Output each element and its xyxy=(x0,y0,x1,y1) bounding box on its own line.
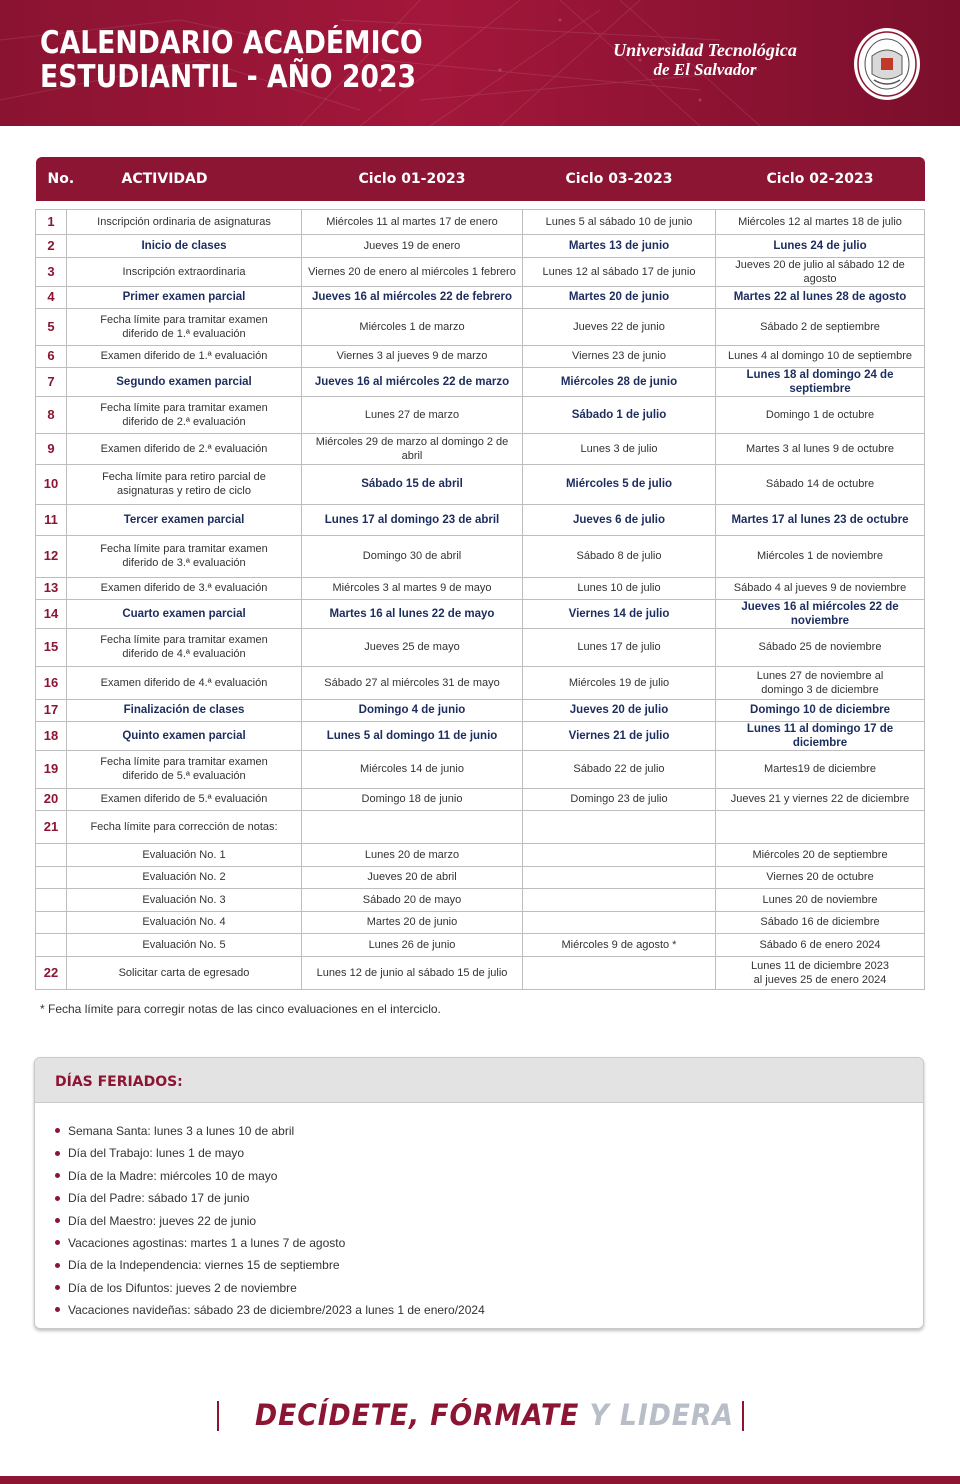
row-activity: Examen diferido de 3.ª evaluación xyxy=(67,577,302,599)
table-row xyxy=(36,956,925,989)
row-cycle-02: Lunes 27 de noviembre al domingo 3 de diciembre xyxy=(716,666,925,699)
row-cycle-01: Domingo 30 de abril xyxy=(302,535,523,577)
row-cycle-03: Jueves 20 de julio xyxy=(523,699,716,721)
title-line-1: CALENDARIO ACADÉMICO xyxy=(40,25,423,61)
row-activity: Primer examen parcial xyxy=(67,286,302,308)
row-cycle-03: Miércoles 9 de agosto * xyxy=(523,933,716,956)
row-cycle-03: Sábado 22 de julio xyxy=(523,750,716,788)
bullet-icon xyxy=(55,1196,60,1201)
row-cycle-02: Domingo 1 de octubre xyxy=(716,396,925,433)
row-activity: Inscripción extraordinaria xyxy=(67,257,302,286)
row-cycle-03 xyxy=(523,843,716,866)
row-number: 9 xyxy=(36,433,67,464)
row-cycle-01: Lunes 5 al domingo 11 de junio xyxy=(302,721,523,750)
university-name xyxy=(560,40,850,80)
row-cycle-03: Lunes 5 al sábado 10 de junio xyxy=(523,209,716,234)
row-activity: Examen diferido de 1.ª evaluación xyxy=(67,345,302,367)
bullet-icon xyxy=(55,1285,60,1290)
row-number: 20 xyxy=(36,788,67,810)
bullet-icon xyxy=(55,1240,60,1245)
list-item xyxy=(55,1232,485,1254)
page-header xyxy=(0,0,960,126)
university-seal-icon xyxy=(852,26,922,102)
list-item xyxy=(55,1299,485,1321)
row-cycle-01: Miércoles 11 al martes 17 de enero xyxy=(302,209,523,234)
holiday-text: Día de la Independencia: viernes 15 de septiembre xyxy=(68,1258,340,1273)
row-number: 13 xyxy=(36,577,67,599)
row-number: 11 xyxy=(36,504,67,535)
row-cycle-01: Jueves 19 de enero xyxy=(302,234,523,257)
row-activity: Evaluación No. 3 xyxy=(67,888,302,911)
row-cycle-01: Sábado 15 de abril xyxy=(302,464,523,504)
row-activity: Fecha límite para tramitar examen diferido de 2.ª evaluación xyxy=(67,396,302,433)
row-cycle-01: Martes 16 al lunes 22 de mayo xyxy=(302,599,523,628)
table-row xyxy=(36,345,925,367)
row-cycle-01: Miércoles 29 de marzo al domingo 2 de abril xyxy=(302,433,523,464)
row-cycle-03: Domingo 23 de julio xyxy=(523,788,716,810)
row-cycle-01: Domingo 4 de junio xyxy=(302,699,523,721)
table-header-row xyxy=(36,157,925,201)
holidays-panel xyxy=(34,1057,924,1329)
row-number: 18 xyxy=(36,721,67,750)
row-number: 1 xyxy=(36,209,67,234)
table-row xyxy=(36,599,925,628)
row-cycle-02: Sábado 16 de diciembre xyxy=(716,911,925,933)
row-cycle-02: Martes 22 al lunes 28 de agosto xyxy=(716,286,925,308)
row-activity: Examen diferido de 5.ª evaluación xyxy=(67,788,302,810)
row-activity: Inscripción ordinaria de asignaturas xyxy=(67,209,302,234)
table-row xyxy=(36,535,925,577)
university-line-2: de El Salvador xyxy=(653,60,757,79)
row-activity: Evaluación No. 5 xyxy=(67,933,302,956)
row-cycle-02: Lunes 11 al domingo 17 de diciembre xyxy=(716,721,925,750)
table-row xyxy=(36,504,925,535)
row-cycle-02: Jueves 20 de julio al sábado 12 de agosto xyxy=(716,257,925,286)
row-number: 19 xyxy=(36,750,67,788)
list-item xyxy=(55,1277,485,1299)
bullet-icon xyxy=(55,1307,60,1312)
row-cycle-01: Miércoles 14 de junio xyxy=(302,750,523,788)
row-cycle-01 xyxy=(302,810,523,843)
row-cycle-03: Viernes 21 de julio xyxy=(523,721,716,750)
table-row xyxy=(36,308,925,345)
table-row xyxy=(36,396,925,433)
row-activity: Evaluación No. 2 xyxy=(67,866,302,888)
table-row xyxy=(36,750,925,788)
row-activity: Evaluación No. 4 xyxy=(67,911,302,933)
row-cycle-03: Miércoles 19 de julio xyxy=(523,666,716,699)
list-item xyxy=(55,1187,485,1209)
row-activity: Segundo examen parcial xyxy=(67,367,302,396)
holiday-text: Vacaciones navideñas: sábado 23 de diciembre/2023 a lunes 1 de enero/2024 xyxy=(68,1303,485,1318)
table-row xyxy=(36,367,925,396)
bullet-icon xyxy=(55,1151,60,1156)
row-activity: Examen diferido de 4.ª evaluación xyxy=(67,666,302,699)
row-cycle-02: Sábado 14 de octubre xyxy=(716,464,925,504)
row-cycle-03 xyxy=(523,888,716,911)
bullet-icon xyxy=(55,1173,60,1178)
row-cycle-01: Sábado 20 de mayo xyxy=(302,888,523,911)
holiday-text: Día de los Difuntos: jueves 2 de noviembre xyxy=(68,1280,297,1295)
row-cycle-01: Lunes 17 al domingo 23 de abril xyxy=(302,504,523,535)
footnote: * Fecha límite para corregir notas de las cinco evaluaciones en el interciclo. xyxy=(40,1002,441,1016)
holiday-text: Vacaciones agostinas: martes 1 a lunes 7 de agosto xyxy=(68,1235,346,1250)
slogan-divider-left xyxy=(217,1401,219,1431)
row-cycle-03: Miércoles 28 de junio xyxy=(523,367,716,396)
row-cycle-02: Lunes 20 de noviembre xyxy=(716,888,925,911)
row-activity: Fecha límite para tramitar examen diferido de 5.ª evaluación xyxy=(67,750,302,788)
holiday-text: Semana Santa: lunes 3 a lunes 10 de abril xyxy=(68,1124,295,1138)
row-activity: Examen diferido de 2.ª evaluación xyxy=(67,433,302,464)
row-cycle-02: Lunes 24 de julio xyxy=(716,234,925,257)
row-activity: Fecha límite para tramitar examen diferido de 3.ª evaluación xyxy=(67,535,302,577)
row-number: 15 xyxy=(36,628,67,666)
row-cycle-03 xyxy=(523,866,716,888)
row-cycle-01: Jueves 25 de mayo xyxy=(302,628,523,666)
row-number: 10 xyxy=(36,464,67,504)
row-cycle-03 xyxy=(523,956,716,989)
list-item xyxy=(55,1120,485,1142)
list-item xyxy=(55,1142,485,1164)
row-cycle-01: Martes 20 de junio xyxy=(302,911,523,933)
row-cycle-02: Jueves 21 y viernes 22 de diciembre xyxy=(716,788,925,810)
table-row xyxy=(36,464,925,504)
row-cycle-02: Domingo 10 de diciembre xyxy=(716,699,925,721)
row-activity: Solicitar carta de egresado xyxy=(67,956,302,989)
holiday-text: Día del Maestro: jueves 22 de junio xyxy=(68,1213,257,1228)
row-number: 12 xyxy=(36,535,67,577)
table-row xyxy=(36,721,925,750)
row-number: 3 xyxy=(36,257,67,286)
header-cycle-01: Ciclo 01-2023 xyxy=(302,157,523,201)
row-cycle-01: Jueves 20 de abril xyxy=(302,866,523,888)
table-row xyxy=(36,911,925,933)
row-activity: Fecha límite para tramitar examen diferido de 1.ª evaluación xyxy=(67,308,302,345)
row-cycle-03 xyxy=(523,911,716,933)
bullet-icon xyxy=(55,1128,60,1133)
header-no: No. xyxy=(36,157,67,201)
list-item xyxy=(55,1210,485,1232)
row-cycle-01: Domingo 18 de junio xyxy=(302,788,523,810)
row-number: 7 xyxy=(36,367,67,396)
row-cycle-03: Sábado 1 de julio xyxy=(523,396,716,433)
row-cycle-03: Viernes 23 de junio xyxy=(523,345,716,367)
row-number: 5 xyxy=(36,308,67,345)
row-cycle-03: Martes 13 de junio xyxy=(523,234,716,257)
row-cycle-02: Sábado 25 de noviembre xyxy=(716,628,925,666)
row-number xyxy=(36,843,67,866)
university-line-1: Universidad Tecnológica xyxy=(613,40,797,60)
academic-calendar-table xyxy=(35,157,925,990)
holiday-text: Día del Padre: sábado 17 de junio xyxy=(68,1191,250,1206)
row-cycle-01: Miércoles 3 al martes 9 de mayo xyxy=(302,577,523,599)
holidays-list xyxy=(55,1120,485,1322)
row-activity: Evaluación No. 1 xyxy=(67,843,302,866)
table-row xyxy=(36,666,925,699)
row-activity: Quinto examen parcial xyxy=(67,721,302,750)
table-row xyxy=(36,577,925,599)
row-cycle-01: Lunes 26 de junio xyxy=(302,933,523,956)
list-item xyxy=(55,1254,485,1276)
table-row xyxy=(36,433,925,464)
table-row xyxy=(36,234,925,257)
row-cycle-03: Sábado 8 de julio xyxy=(523,535,716,577)
table-row xyxy=(36,810,925,843)
table-row xyxy=(36,888,925,911)
table-row xyxy=(36,843,925,866)
row-cycle-02: Martes 3 al lunes 9 de octubre xyxy=(716,433,925,464)
row-activity: Tercer examen parcial xyxy=(67,504,302,535)
row-cycle-01: Viernes 3 al jueves 9 de marzo xyxy=(302,345,523,367)
row-number: 4 xyxy=(36,286,67,308)
row-number: 21 xyxy=(36,810,67,843)
row-cycle-03: Viernes 14 de julio xyxy=(523,599,716,628)
row-activity: Fecha límite para corrección de notas: xyxy=(67,810,302,843)
row-number: 17 xyxy=(36,699,67,721)
footer-bar xyxy=(0,1476,960,1484)
row-cycle-02: Sábado 4 al jueves 9 de noviembre xyxy=(716,577,925,599)
row-cycle-02: Lunes 11 de diciembre 2023 al jueves 25 de enero 2024 xyxy=(716,956,925,989)
row-cycle-01: Jueves 16 al miércoles 22 de febrero xyxy=(302,286,523,308)
row-activity: Cuarto examen parcial xyxy=(67,599,302,628)
row-cycle-03: Lunes 17 de julio xyxy=(523,628,716,666)
row-number: 16 xyxy=(36,666,67,699)
row-cycle-03: Lunes 3 de julio xyxy=(523,433,716,464)
table-row xyxy=(36,209,925,234)
slogan-divider-right xyxy=(742,1401,744,1431)
row-cycle-03: Martes 20 de junio xyxy=(523,286,716,308)
row-cycle-02: Miércoles 12 al martes 18 de julio xyxy=(716,209,925,234)
bullet-icon xyxy=(55,1263,60,1268)
row-activity: Finalización de clases xyxy=(67,699,302,721)
row-number xyxy=(36,911,67,933)
table-row xyxy=(36,788,925,810)
row-cycle-03: Lunes 12 al sábado 17 de junio xyxy=(523,257,716,286)
row-cycle-02: Lunes 4 al domingo 10 de septiembre xyxy=(716,345,925,367)
slogan-part-1: DECÍDETE, FÓRMATE xyxy=(255,1398,580,1432)
holiday-text: Día del Trabajo: lunes 1 de mayo xyxy=(68,1146,245,1161)
row-cycle-01: Sábado 27 al miércoles 31 de mayo xyxy=(302,666,523,699)
row-number xyxy=(36,888,67,911)
row-cycle-01: Lunes 12 de junio al sábado 15 de julio xyxy=(302,956,523,989)
table-row xyxy=(36,257,925,286)
row-cycle-01: Miércoles 1 de marzo xyxy=(302,308,523,345)
row-number: 6 xyxy=(36,345,67,367)
row-cycle-01: Lunes 27 de marzo xyxy=(302,396,523,433)
list-item xyxy=(55,1165,485,1187)
row-activity: Fecha límite para retiro parcial de asignaturas y retiro de ciclo xyxy=(67,464,302,504)
row-cycle-02 xyxy=(716,810,925,843)
row-cycle-03: Jueves 22 de junio xyxy=(523,308,716,345)
row-cycle-03 xyxy=(523,810,716,843)
row-cycle-03: Jueves 6 de julio xyxy=(523,504,716,535)
row-cycle-01: Jueves 16 al miércoles 22 de marzo xyxy=(302,367,523,396)
row-number xyxy=(36,933,67,956)
header-cycle-02: Ciclo 02-2023 xyxy=(716,157,925,201)
row-cycle-02: Lunes 18 al domingo 24 de septiembre xyxy=(716,367,925,396)
table-row xyxy=(36,933,925,956)
row-cycle-02: Miércoles 20 de septiembre xyxy=(716,843,925,866)
row-cycle-03: Miércoles 5 de julio xyxy=(523,464,716,504)
row-cycle-03: Lunes 10 de julio xyxy=(523,577,716,599)
title-line-2: ESTUDIANTIL - AÑO 2023 xyxy=(40,59,417,95)
row-activity: Fecha límite para tramitar examen diferido de 4.ª evaluación xyxy=(67,628,302,666)
table-row xyxy=(36,699,925,721)
table-row xyxy=(36,628,925,666)
row-cycle-02: Miércoles 1 de noviembre xyxy=(716,535,925,577)
row-cycle-02: Sábado 6 de enero 2024 xyxy=(716,933,925,956)
row-cycle-02: Martes 17 al lunes 23 de octubre xyxy=(716,504,925,535)
slogan xyxy=(255,1398,734,1432)
holidays-title: DÍAS FERIADOS: xyxy=(55,1074,183,1090)
row-cycle-02: Viernes 20 de octubre xyxy=(716,866,925,888)
header-activity: ACTIVIDAD xyxy=(67,157,302,201)
row-number xyxy=(36,866,67,888)
row-number: 8 xyxy=(36,396,67,433)
row-cycle-02: Martes19 de diciembre xyxy=(716,750,925,788)
row-cycle-02: Jueves 16 al miércoles 22 de noviembre xyxy=(716,599,925,628)
table-spacer-row xyxy=(36,201,925,209)
row-number: 22 xyxy=(36,956,67,989)
row-number: 14 xyxy=(36,599,67,628)
table-row xyxy=(36,866,925,888)
row-cycle-02: Sábado 2 de septiembre xyxy=(716,308,925,345)
header-cycle-03: Ciclo 03-2023 xyxy=(523,157,716,201)
page-title xyxy=(40,26,423,94)
row-cycle-01: Lunes 20 de marzo xyxy=(302,843,523,866)
holiday-text: Día de la Madre: miércoles 10 de mayo xyxy=(68,1168,278,1183)
row-activity: Inicio de clases xyxy=(67,234,302,257)
slogan-part-2: Y LIDERA xyxy=(579,1398,734,1432)
row-cycle-01: Viernes 20 de enero al miércoles 1 febrero xyxy=(302,257,523,286)
bullet-icon xyxy=(55,1218,60,1223)
table-row xyxy=(36,286,925,308)
row-number: 2 xyxy=(36,234,67,257)
